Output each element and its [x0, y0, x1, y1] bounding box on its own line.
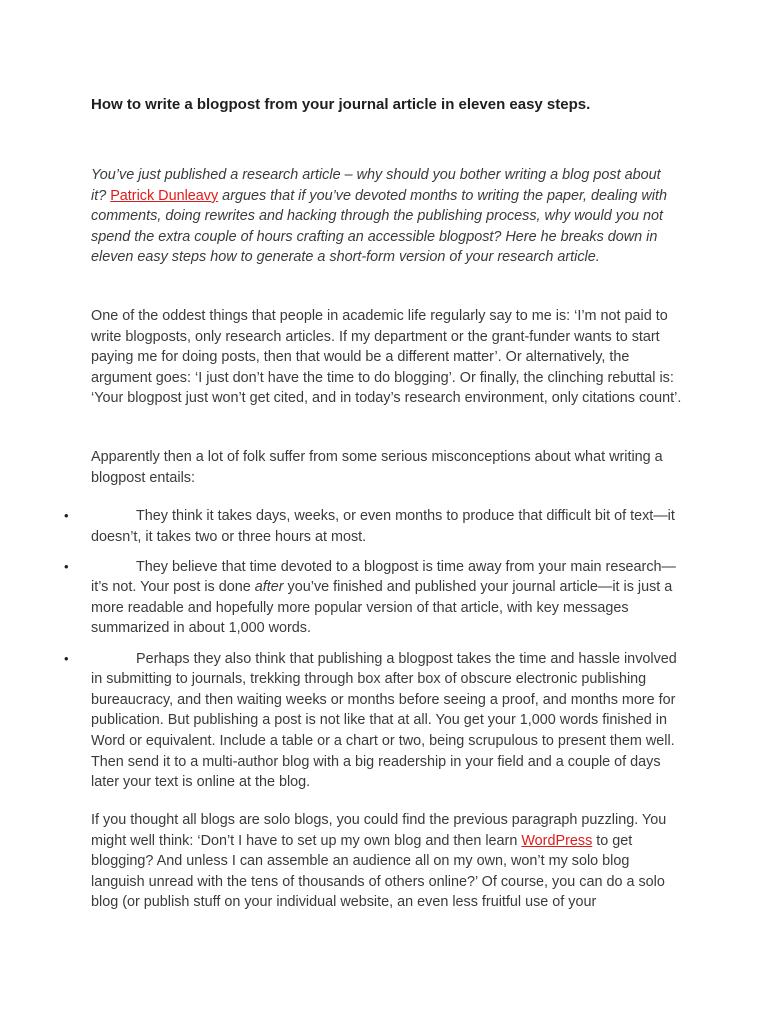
- intro-text-end: argues that if you’ve devoted months to writing the paper, dealing with comments, doing rewrites and hacking through the publishing process, why would you not spend the extra couple of hours crafting an accessible blogpost? Here he breaks down in eleven easy steps how to generate a short-form version of your research article.: [91, 187, 667, 266]
- intro-text-start: You’ve just published a research article – why should you bother writing a blog post about it?: [91, 167, 661, 204]
- list-item-text: They think it takes days, weeks, or even months to produce that difficult bit of text—it doesn’t, it takes two or three hours at most.: [91, 508, 675, 545]
- paragraph-misconceptions-intro: Apparently then a lot of folk suffer from some serious misconceptions about what writing a blogpost entails:: [91, 449, 663, 486]
- paragraph-text-end: to get blogging? And unless I can assemble an audience all on my own, won’t my solo blog languish unread with the tens of thousands of others online?’ Of course, you can do a solo blog (or publish stuff on your individual website, an even less fruitful use of your: [91, 832, 665, 911]
- misconceptions-list: [64, 506, 689, 802]
- bullet-icon: •: [64, 650, 69, 666]
- wordpress-link[interactable]: WordPress: [521, 832, 593, 849]
- list-item-text: Perhaps they also think that publishing a blogpost takes the time and hassle involved in submitting to journals, trekking through box after box of obscure electronic publishing bureaucracy, and then waiting weeks or months before seeing a proof, and months more for publication. But publishing a post is not like that at all. You get your 1,000 words finished in Word or equivalent. Include a table or a chart or two, being scrupulous to present them well. Then send it to a multi-author blog with a big readership in your field and a couple of days later your text is online at the blog.: [91, 650, 677, 791]
- author-link[interactable]: Patrick Dunleavy: [110, 187, 219, 204]
- paragraph-solo-blogs: [91, 810, 683, 913]
- list-item: [64, 506, 689, 547]
- article-title: How to write a blogpost from your journal article in eleven easy steps.: [91, 96, 591, 113]
- list-item: [64, 557, 689, 639]
- list-item-emphasis: after: [254, 579, 284, 596]
- bullet-icon: •: [64, 508, 69, 523]
- list-item-text-end: you’ve finished and published your journal article—it is just a more readable and hopefully more popular version of that article, with key messages summarized in about 1,000 words.: [91, 579, 673, 637]
- bullet-icon: •: [64, 558, 69, 574]
- list-item-text-start: They believe that time devoted to a blogpost is time away from your main research—it’s not. Your post is done: [91, 558, 676, 596]
- paragraph-text-start: If you thought all blogs are solo blogs, you could find the previous paragraph puzzling. You might well think: ‘Don’t I have to set up my own blog and then learn: [91, 812, 667, 849]
- intro-paragraph: [91, 165, 677, 268]
- paragraph-misconceptions-quotes: One of the oddest things that people in academic life regularly say to me is: ‘I’m not paid to write blogposts, only research articles. If my department or the grant-funder wants to start paying me for doing posts, then that would be a different matter’. Or alternatively, the argument goes: ‘I just don’t have the time to do blogging’. Or finally, the clinching rebuttal is: ‘Your blogpost just won’t get cited, and in today’s research environment, only citations count’.: [91, 308, 682, 407]
- list-item: [64, 649, 689, 793]
